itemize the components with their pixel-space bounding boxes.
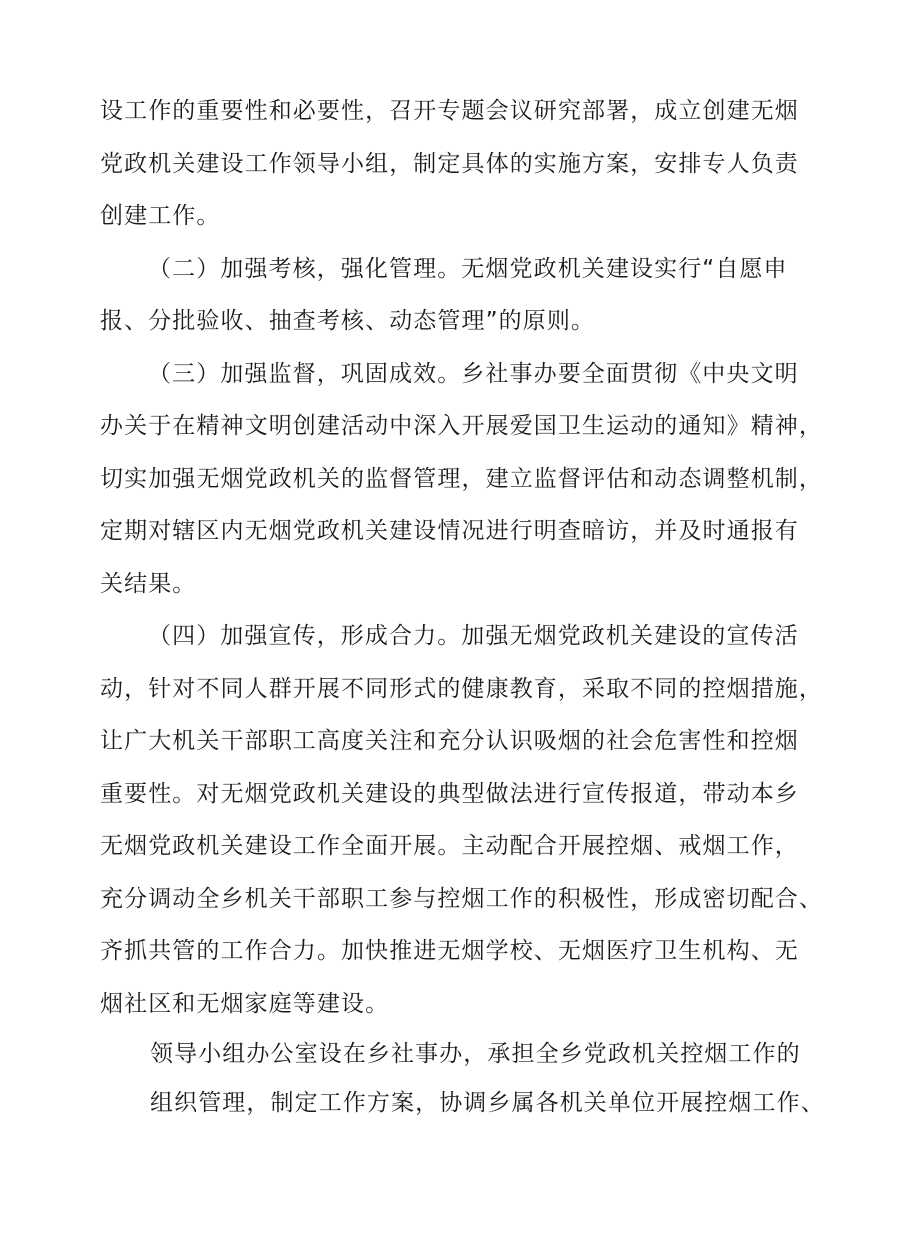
text-line: 重要性。对无烟党政机关建设的典型做法进行宣传报道，带动本乡 [100,781,799,807]
text-line: 切实加强无烟党政机关的监督管理，建立监督评估和动态调整机制， [100,466,823,492]
text-line: 创建工作。 [100,203,221,229]
text-line: 定期对辖区内无烟党政机关建设情况进行明查暗访，并及时通报有 [100,518,799,544]
section-heading-line: （二）加强考核，强化管理。无烟党政机关建设实行“自愿申 [148,256,788,282]
text-line: 烟社区和无烟家庭等建设。 [100,991,390,1017]
text-line: 无烟党政机关建设工作全面开展。主动配合开展控烟、戒烟工作， [100,833,799,859]
text-line: 齐抓共管的工作合力。加快推进无烟学校、无烟医疗卫生机构、无 [100,938,799,964]
text-line: 动，针对不同人群开展不同形式的健康教育，采取不同的控烟措施， [100,676,823,702]
text-line: 设工作的重要性和必要性，召开专题会议研究部署，成立创建无烟 [100,98,799,124]
section-heading-line: （三）加强监督，巩固成效。乡社事办要全面贯彻《中央文明 [148,361,799,387]
text-line: 领导小组办公室设在乡社事办，承担全乡党政机关控烟工作的 [150,1041,801,1067]
text-line: 让广大机关干部职工高度关注和充分认识吸烟的社会危害性和控烟 [100,728,799,754]
text-line: 报、分批验收、抽查考核、动态管理”的原则。 [100,308,596,334]
text-line: 充分调动全乡机关干部职工参与控烟工作的积极性，形成密切配合、 [100,886,823,912]
text-line: 办关于在精神文明创建活动中深入开展爱国卫生运动的通知》精神， [100,413,823,439]
section-heading-line: （四）加强宣传，形成合力。加强无烟党政机关建设的宣传活 [148,623,799,649]
text-line: 党政机关建设工作领导小组，制定具体的实施方案，安排专人负责 [100,151,799,177]
text-line: 关结果。 [100,571,197,597]
text-line: 组织管理，制定工作方案，协调乡属各机关单位开展控烟工作、 [150,1090,825,1116]
